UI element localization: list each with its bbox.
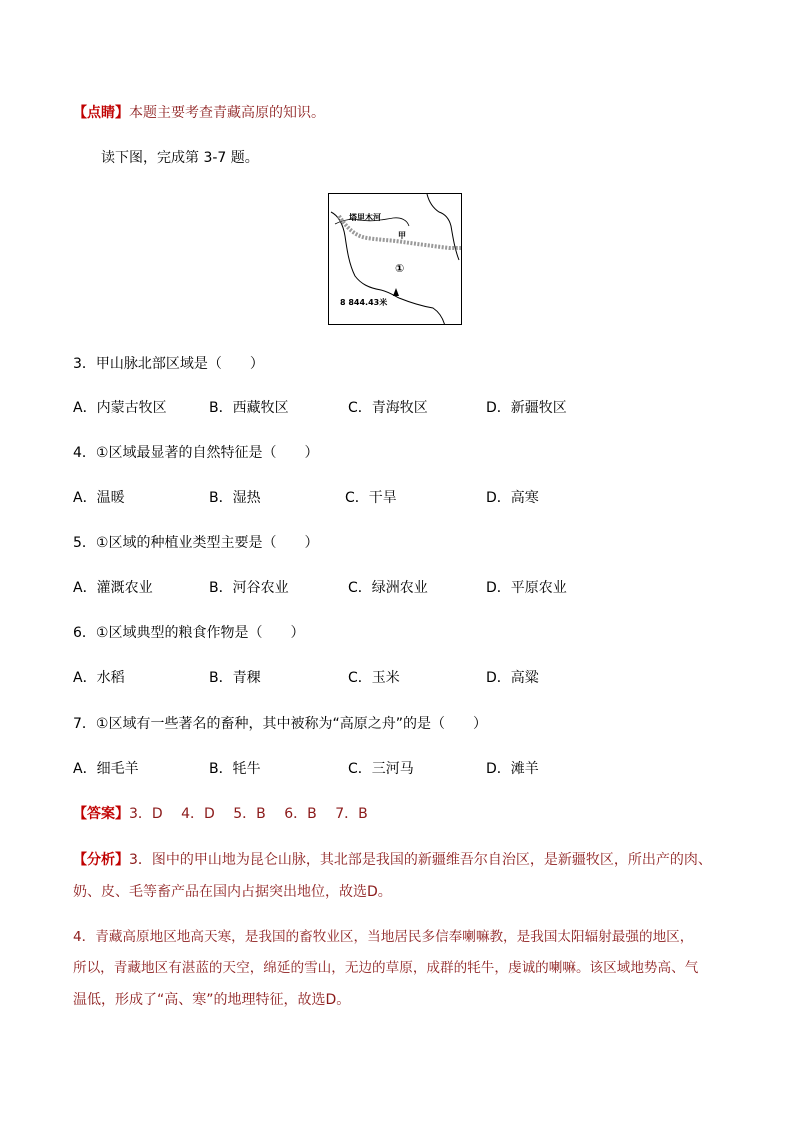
analysis-tag: 【分析】 <box>73 852 129 868</box>
mountain-label: 甲 <box>398 231 406 240</box>
analysis-p2-line3: 温低，形成了“高、寒”的地理特征，故选D。 <box>73 992 351 1008</box>
tip-text: 本题主要考查青藏高原的知识。 <box>129 105 325 121</box>
tip-tag: 【点睛】 <box>73 105 129 121</box>
q6-option-c: C．玉米 <box>348 670 400 686</box>
q4-option-a: A．温暖 <box>73 490 125 506</box>
q5-option-a: A．灌溉农业 <box>73 580 153 596</box>
east-boundary <box>427 194 459 260</box>
q5-option-b: B．河谷农业 <box>209 580 289 596</box>
river-label: 塔里木河 <box>349 213 381 222</box>
west-boundary <box>331 212 399 298</box>
answer-line <box>73 804 368 824</box>
south-boundary <box>399 298 445 325</box>
analysis-p2-line2: 所以，青藏地区有湛蓝的天空，绵延的雪山，无边的草原，成群的牦牛，虔诚的喇嘛。该区域地势高、气 <box>73 960 699 976</box>
q5-option-d: D．平原农业 <box>486 580 567 596</box>
intro-text: 读下图，完成第 3-7 题。 <box>101 150 259 166</box>
q3-option-c: C．青海牧区 <box>348 400 428 416</box>
q6-option-d: D．高粱 <box>486 670 539 686</box>
analysis-p1-line1: 3．图中的甲山地为昆仑山脉，其北部是我国的新疆维吾尔自治区，是新疆牧区，所出产的肉、 <box>129 852 712 868</box>
question-6-stem: 6．①区域典型的粮食作物是（ ） <box>73 625 305 641</box>
peak-triangle <box>393 288 399 296</box>
q7-option-c: C．三河马 <box>348 761 414 777</box>
q6-option-a: A．水稻 <box>73 670 125 686</box>
q4-option-c: C．干旱 <box>345 490 397 506</box>
question-3-stem: 3．甲山脉北部区域是（ ） <box>73 356 264 372</box>
question-7-stem: 7．①区域有一些著名的畜种，其中被称为“高原之舟”的是（ ） <box>73 716 487 732</box>
question-4-stem: 4．①区域最显著的自然特征是（ ） <box>73 445 319 461</box>
q6-option-b: B．青稞 <box>209 670 261 686</box>
q7-option-b: B．牦牛 <box>209 761 261 777</box>
q3-option-b: B．西藏牧区 <box>209 400 289 416</box>
tip-line <box>73 103 325 123</box>
q4-option-b: B．湿热 <box>209 490 261 506</box>
answer-tag: 【答案】 <box>73 806 129 822</box>
q5-option-c: C．绿洲农业 <box>348 580 428 596</box>
q3-option-d: D．新疆牧区 <box>486 400 567 416</box>
question-5-stem: 5．①区域的种植业类型主要是（ ） <box>73 535 319 551</box>
q3-option-a: A．内蒙古牧区 <box>73 400 167 416</box>
q7-option-a: A．细毛羊 <box>73 761 139 777</box>
answer-text: 3．D 4．D 5．B 6．B 7．B <box>129 806 368 822</box>
q7-option-d: D．滩羊 <box>486 761 539 777</box>
analysis-p1-line2: 奶、皮、毛等畜产品在国内占据突出地位，故选D。 <box>73 884 392 900</box>
region-label: ① <box>395 262 405 275</box>
analysis-p2-line1: 4．青藏高原地区地高天寒，是我国的畜牧业区，当地居民多信奉喇嘛教，是我国太阳辐射最强的地区， <box>73 929 694 945</box>
q4-option-d: D．高寒 <box>486 490 539 506</box>
peak-label: 8 844.43米 <box>340 298 388 307</box>
map-figure <box>328 193 462 325</box>
analysis-line-1 <box>73 850 712 870</box>
